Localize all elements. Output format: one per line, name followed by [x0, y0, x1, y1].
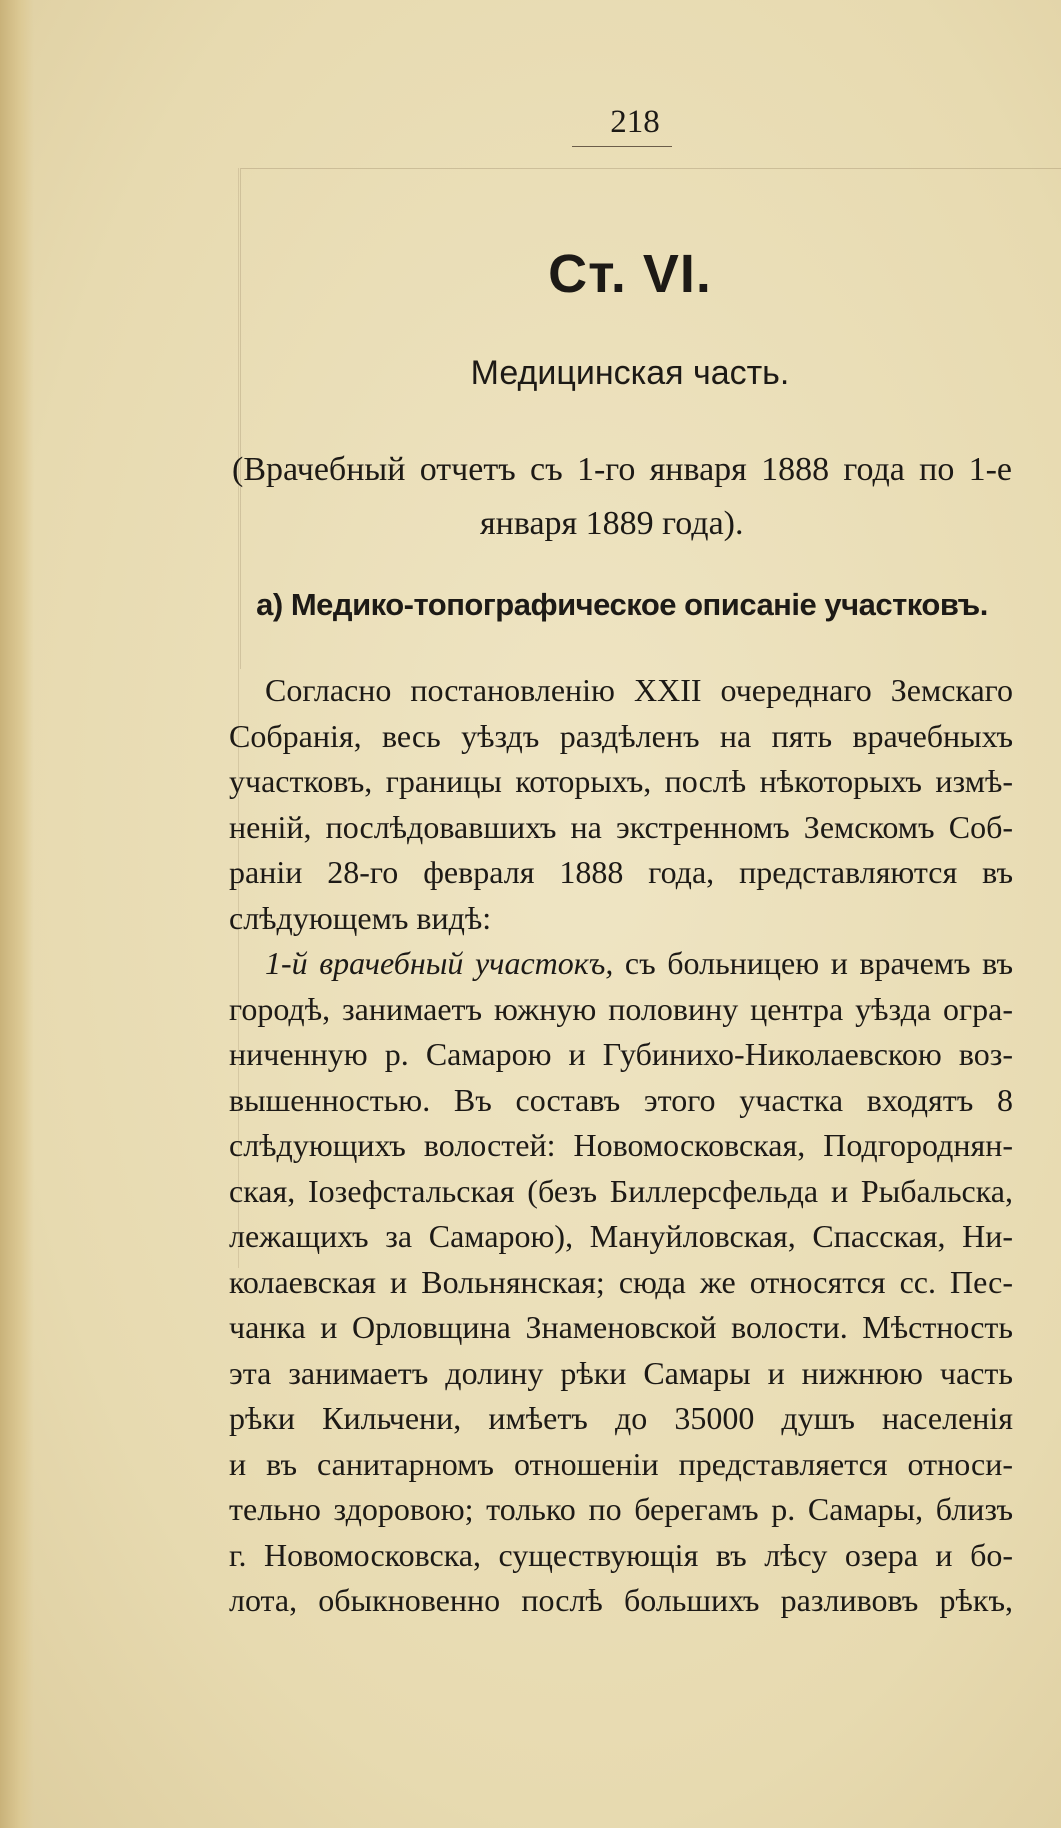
page-edge-shadow	[0, 0, 34, 1828]
page-number-rule	[572, 146, 672, 147]
text-line: Собранія, весь уѣздъ раздѣленъ на пять врачебныхъ	[229, 717, 1013, 754]
report-period-line: января 1889 года).	[480, 505, 744, 542]
text-line: г. Новомосковска, существующія въ лѣсу озера и бо-	[229, 1536, 1013, 1573]
section-title: Медицинская часть.	[470, 354, 790, 392]
text-line	[229, 941, 1013, 987]
text-line: чанка и Орловщина Знаменовской волости. Мѣстность	[229, 1309, 1013, 1345]
text-line: городѣ, занимаетъ южную половину центра уѣзда огра-	[229, 990, 1013, 1027]
text-line: ская, Іозефстальская (безъ Биллерсфельда и Рыбальска,	[229, 1172, 1013, 1209]
text-line: ниченную р. Самарою и Губинихо-Николаевскою воз-	[229, 1036, 1013, 1072]
page-number: 218	[610, 104, 660, 140]
text-line: раніи 28-го февраля 1888 года, представляются въ	[229, 854, 1013, 890]
text-line: слѣдующемъ видѣ:	[229, 899, 492, 936]
subsection-heading: а) Медико-топографическое описаніе участковъ.	[256, 587, 988, 622]
district-first-line: съ больницею и врачемъ въ	[613, 945, 1013, 981]
body-text	[229, 668, 1013, 1624]
text-line: участковъ, границы которыхъ, послѣ нѣкоторыхъ измѣ-	[229, 763, 1013, 799]
text-line: эта занимаетъ долину рѣки Самары и нижнюю часть	[229, 1354, 1013, 1391]
text-line: лота, обыкновенно послѣ большихъ разливовъ рѣкъ,	[229, 1582, 1013, 1618]
district-label: 1-й врачебный участокъ,	[265, 945, 614, 981]
text-line: колаевская и Вольнянская; сюда же относятся сс. Пес-	[229, 1263, 1013, 1300]
text-line: вышенностью. Въ составъ этого участка входятъ 8	[229, 1081, 1013, 1118]
text-line: слѣдующихъ волостей: Новомосковская, Подгороднян-	[229, 1127, 1013, 1163]
text-line: лежащихъ за Самарою), Мануйловская, Спасская, Ни-	[229, 1218, 1013, 1254]
text-line: неній, послѣдовавшихъ на экстренномъ Земскомъ Соб-	[229, 808, 1013, 845]
report-period-line: (Врачебный отчетъ съ 1-го января 1888 года по 1-е	[232, 451, 1012, 488]
text-line: рѣки Кильчени, имѣетъ до 35000 душъ населенія	[229, 1400, 1013, 1436]
chapter-heading: Ст. VI.	[548, 244, 712, 304]
text-line: тельно здоровою; только по берегамъ р. Самары, близъ	[229, 1491, 1013, 1527]
text-line: и въ санитарномъ отношеніи представляется относи-	[229, 1445, 1013, 1482]
text-line: Согласно постановленію XXII очереднаго Земскаго	[265, 672, 1013, 708]
